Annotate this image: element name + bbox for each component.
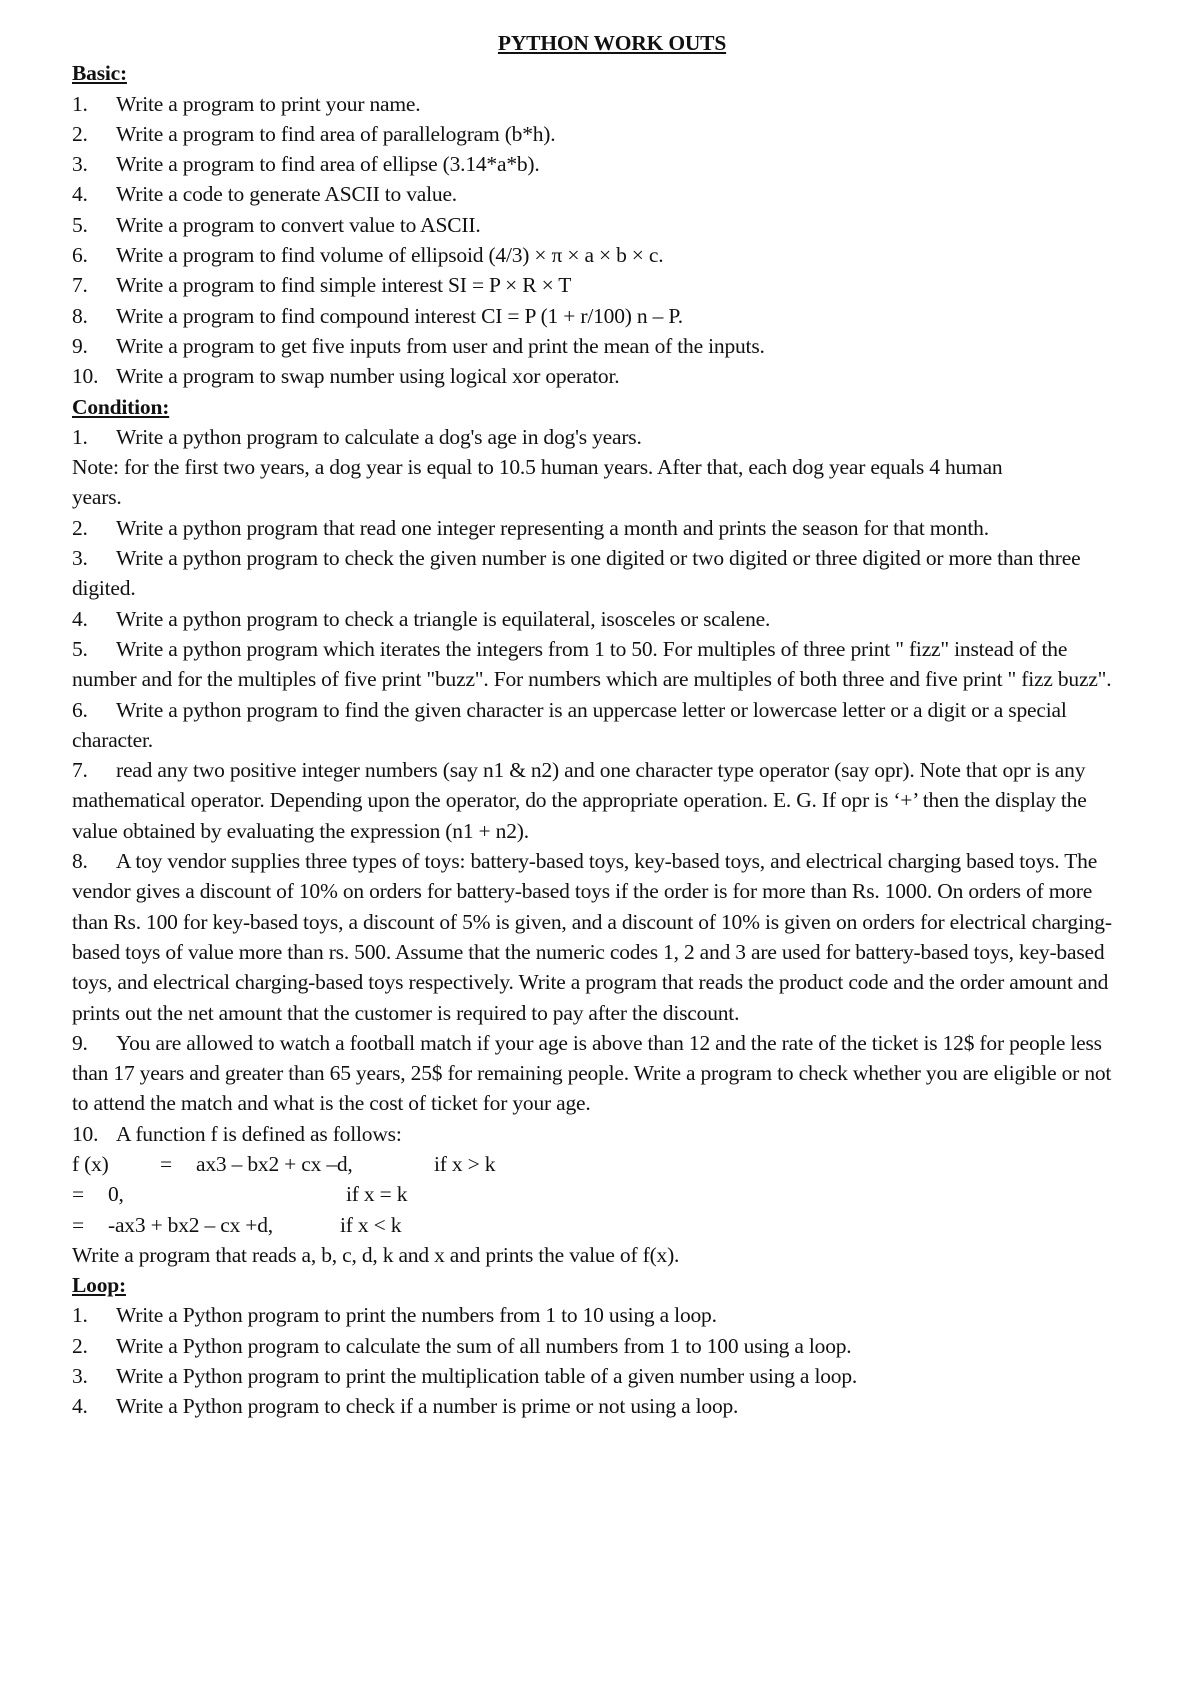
condition-question-10-footer: Write a program that reads a, b, c, d, k and x and prints the value of f(x). (72, 1242, 680, 1267)
item-number: 9. (72, 1030, 88, 1055)
item-text: Write a program to swap number using logical xor operator. (116, 364, 620, 389)
item-number: 7. (72, 758, 88, 783)
list-item (72, 179, 1132, 209)
basic-list (72, 89, 1132, 392)
function-row (72, 1210, 1132, 1240)
item-text: Write a python program to check a triangle is equilateral, isosceles or scalene. (116, 606, 771, 631)
list-item (72, 210, 1132, 240)
item-number: 4. (72, 606, 88, 631)
item-text: Write a python program to calculate a dog's age in dog's years. (116, 424, 642, 449)
condition-question-4 (72, 604, 1132, 634)
piecewise-function (72, 1149, 1132, 1240)
item-number: 4. (72, 1394, 88, 1419)
item-text: Write a program to convert value to ASCII. (116, 212, 481, 237)
item-number: 6. (72, 697, 88, 722)
function-condition: if x = k (346, 1182, 408, 1207)
function-condition: if x < k (340, 1212, 402, 1237)
section-heading-loop: Loop: (72, 1273, 126, 1298)
worksheet-page (72, 28, 1132, 1422)
loop-list (72, 1300, 1132, 1421)
list-item (72, 240, 1132, 270)
list-item (72, 331, 1132, 361)
condition-question-5 (72, 634, 1132, 695)
item-text: Write a program to find area of ellipse (3.14*a*b). (116, 152, 540, 177)
section-heading-condition: Condition: (72, 394, 170, 419)
item-text: Write a Python program to check if a number is prime or not using a loop. (116, 1394, 739, 1419)
item-text: Write a program to find area of parallelogram (b*h). (116, 121, 556, 146)
condition-question-9 (72, 1028, 1132, 1119)
item-text: Write a program to find compound interest CI = P (1 + r/100) n – P. (116, 303, 683, 328)
list-item (72, 301, 1132, 331)
item-number: 1. (72, 424, 88, 449)
condition-question-3 (72, 543, 1132, 604)
condition-question-1-note: Note: for the first two years, a dog year is equal to 10.5 human years. After that, each dog year equals 4 human years. (72, 455, 1008, 510)
item-text: Write a program to print your name. (116, 91, 421, 116)
item-text: A toy vendor supplies three types of toys: battery-based toys, key-based toys, and electrical charging based toys. The vendor gives a discount of 10% on orders for battery-based toys if the order is for more than Rs. 1000. On orders of more than Rs. 100 for key-based toys, a discount of 5% is given, and a discount of 10% is given on orders for electrical charging-based toys of value more than rs. 500. Assume that the numeric codes 1, 2 and 3 are used for battery-based toys, key-based toys, and electrical charging-based toys respectively. Write a program that reads the product code and the order amount and prints out the net amount that the customer is required to pay after the discount. (72, 849, 1114, 1025)
function-lhs: f (x) (72, 1151, 109, 1176)
item-text: Write a python program to find the given character is an uppercase letter or lowercase letter or a digit or a special character. (72, 697, 1072, 752)
function-equals: = (160, 1151, 172, 1176)
item-number: 4. (72, 182, 88, 207)
list-item (72, 1300, 1132, 1330)
condition-question-2 (72, 513, 1132, 543)
function-row (72, 1179, 1132, 1209)
condition-question-10 (72, 1119, 1132, 1149)
list-item (72, 119, 1132, 149)
item-text: Write a Python program to print the numbers from 1 to 10 using a loop. (116, 1303, 717, 1328)
function-expression: ax3 – bx2 + cx –d, (196, 1151, 353, 1176)
list-item (72, 1361, 1132, 1391)
function-condition: if x > k (434, 1151, 496, 1176)
item-text: A function f is defined as follows: (116, 1121, 402, 1146)
item-text: Write a program to find simple interest SI = P × R × T (116, 273, 572, 298)
condition-question-7 (72, 755, 1132, 846)
function-row (72, 1149, 1132, 1179)
item-number: 2. (72, 121, 88, 146)
item-number: 2. (72, 1333, 88, 1358)
item-text: Write a Python program to print the multiplication table of a given number using a loop. (116, 1364, 858, 1389)
item-number: 10. (72, 364, 99, 389)
item-text: Write a Python program to calculate the sum of all numbers from 1 to 100 using a loop. (116, 1333, 852, 1358)
item-text: Write a program to find volume of ellipsoid (4/3) × π × a × b × c. (116, 243, 664, 268)
item-number: 8. (72, 303, 88, 328)
item-text: Write a code to generate ASCII to value. (116, 182, 457, 207)
item-number: 2. (72, 515, 88, 540)
list-item (72, 1391, 1132, 1421)
item-number: 3. (72, 546, 88, 571)
item-text: You are allowed to watch a football match if your age is above than 12 and the rate of the ticket is 12$ for people less than 17 years and greater than 65 years, 25$ for remaining people. Write a program to check whether you are eligible or not to attend the match and what is the cost of ticket for your age. (72, 1030, 1117, 1116)
list-item (72, 149, 1132, 179)
item-text: Write a program to get five inputs from user and print the mean of the inputs. (116, 333, 765, 358)
condition-question-8 (72, 846, 1132, 1028)
function-expression: 0, (108, 1182, 124, 1207)
item-number: 1. (72, 91, 88, 116)
item-number: 10. (72, 1121, 99, 1146)
item-text: Write a python program that read one integer representing a month and prints the season for that month. (116, 515, 989, 540)
list-item (72, 361, 1132, 391)
item-number: 3. (72, 1364, 88, 1389)
item-number: 3. (72, 152, 88, 177)
item-text: Write a python program to check the given number is one digited or two digited or three digited or more than three digited. (72, 546, 1086, 601)
function-equals: = (72, 1182, 84, 1207)
item-number: 6. (72, 243, 88, 268)
section-heading-basic: Basic: (72, 61, 127, 86)
item-number: 8. (72, 849, 88, 874)
function-expression: -ax3 + bx2 – cx +d, (108, 1212, 273, 1237)
page-title: PYTHON WORK OUTS (497, 31, 727, 55)
function-equals: = (72, 1212, 84, 1237)
condition-question-1 (72, 422, 1132, 452)
item-text: Write a python program which iterates the integers from 1 to 50. For multiples of three print " fizz" instead of the number and for the multiples of five print "buzz". For numbers which are multiples of both three and five print " fizz buzz". (72, 636, 1112, 692)
condition-list (72, 422, 1132, 1270)
item-number: 7. (72, 273, 88, 298)
list-item (72, 1331, 1132, 1361)
item-number: 5. (72, 212, 88, 237)
item-number: 1. (72, 1303, 88, 1328)
list-item (72, 270, 1132, 300)
item-number: 5. (72, 636, 88, 661)
list-item (72, 89, 1132, 119)
condition-question-6 (72, 695, 1132, 756)
item-text: read any two positive integer numbers (say n1 & n2) and one character type operator (say opr). Note that opr is any mathematical operator. Depending upon the operator, do the appropriate operation. E. G. If opr is ‘+’ then the display the value obtained by evaluating the expression (n1 + n2). (72, 758, 1092, 843)
item-number: 9. (72, 333, 88, 358)
